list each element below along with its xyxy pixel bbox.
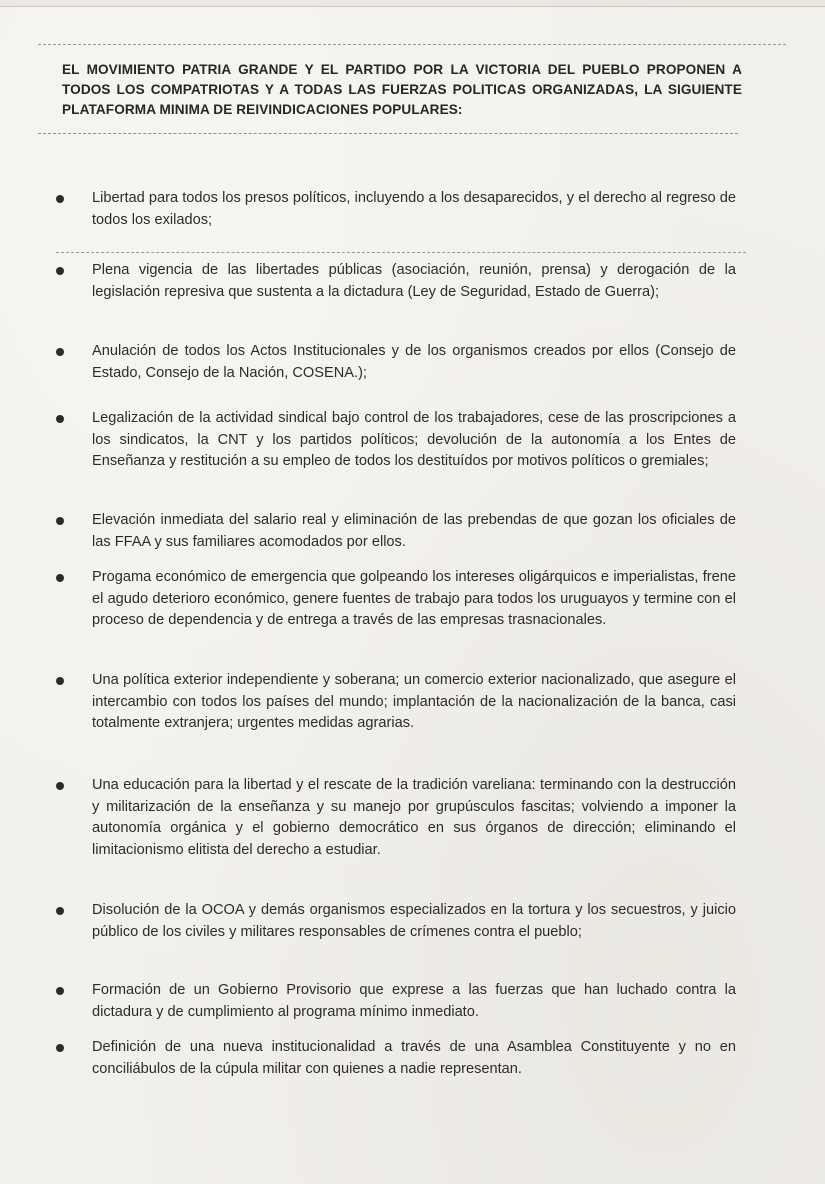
list-item-10 [56, 980, 736, 1023]
list-item-5 [56, 510, 736, 553]
list-item-9 [56, 900, 736, 943]
list-item-1 [56, 188, 736, 231]
bullet-icon [56, 907, 64, 915]
list-item-11 [56, 1037, 736, 1080]
bullet-icon [56, 195, 64, 203]
bullet-icon [56, 415, 64, 423]
document-heading: EL MOVIMIENTO PATRIA GRANDE Y EL PARTIDO POR LA VICTORIA DEL PUEBLO PROPONEN A TODOS LOS COMPATRIOTAS Y A TODAS LAS FUERZAS POLITICAS ORGANIZADAS, LA SIGUIENTE PLATAFORMA MINIMA DE REIVINDICACIONES POPULARES: [62, 62, 742, 117]
list-item-text: Anulación de todos los Actos Institucionales y de los organismos creados por ellos (Consejo de Estado, Consejo de la Nación, COSENA.); [92, 343, 736, 381]
bullet-icon [56, 987, 64, 995]
bullet-icon [56, 517, 64, 525]
page-top-edge [0, 0, 825, 7]
list-item-text: Progama económico de emergencia que golpeando los intereses oligárquicos e imperialistas, frene el agudo deterioro económico, genere fuentes de trabajo para todos los uruguayos y termine con el proceso de dependencia y de entrega a través de las empresas trasnacionales. [92, 569, 736, 628]
list-item-text: Libertad para todos los presos políticos, incluyendo a los desaparecidos, y el derecho al regreso de todos los exilados; [92, 190, 736, 228]
bullet-icon [56, 574, 64, 582]
bullet-icon [56, 267, 64, 275]
divider-after-first-item [56, 252, 746, 253]
list-item-text: Legalización de la actividad sindical bajo control de los trabajadores, cese de las proscripciones a los sindicatos, la CNT y los partidos políticos; devolución de la autonomía a los Entes de Enseñanza y restitución a su empleo de todos los destituídos por motivos políticos o gremiales; [92, 410, 736, 469]
bullet-icon [56, 348, 64, 356]
list-item-text: Plena vigencia de las libertades públicas (asociación, reunión, prensa) y derogación de la legislación represiva que sustenta a la dictadura (Ley de Seguridad, Estado de Guerra); [92, 262, 736, 300]
list-item-text: Una política exterior independiente y soberana; un comercio exterior nacionalizado, que asegure el intercambio con todos los países del mundo; implantación de la nacionalización de la banca, casi totalmente extranjera; urgentes medidas agrarias. [92, 672, 736, 731]
list-item-2 [56, 260, 736, 303]
list-item-7 [56, 670, 736, 735]
list-item-4 [56, 408, 736, 473]
bullet-icon [56, 1044, 64, 1052]
list-item-text: Una educación para la libertad y el rescate de la tradición vareliana: terminando con la destrucción y militarización de la enseñanza y su manejo por grupúsculos fascitas; volviendo a imponer la autonomía orgánica y el gobierno democrático en sus órganos de dirección; eliminando el limitacionismo elitista del derecho a estudiar. [92, 777, 736, 858]
list-item-3 [56, 341, 736, 384]
list-item-text: Disolución de la OCOA y demás organismos especializados en la tortura y los secuestros, y juicio público de los civiles y militares responsables de crímenes contra el pueblo; [92, 902, 736, 940]
bullet-icon [56, 782, 64, 790]
list-item-text: Definición de una nueva institucionalidad a través de una Asamblea Constituyente y no en conciliábulos de la cúpula militar con quienes a nadie representan. [92, 1039, 736, 1077]
list-item-text: Elevación inmediata del salario real y eliminación de las prebendas de que gozan los oficiales de las FFAA y sus familiares acomodados por ellos. [92, 512, 736, 550]
bullet-icon [56, 677, 64, 685]
list-item-6 [56, 567, 736, 632]
divider-under-heading [38, 133, 738, 134]
divider-top [38, 44, 786, 45]
list-item-text: Formación de un Gobierno Provisorio que exprese a las fuerzas que han luchado contra la dictadura y de cumplimiento al programa mínimo inmediato. [92, 982, 736, 1020]
list-item-8 [56, 775, 736, 861]
